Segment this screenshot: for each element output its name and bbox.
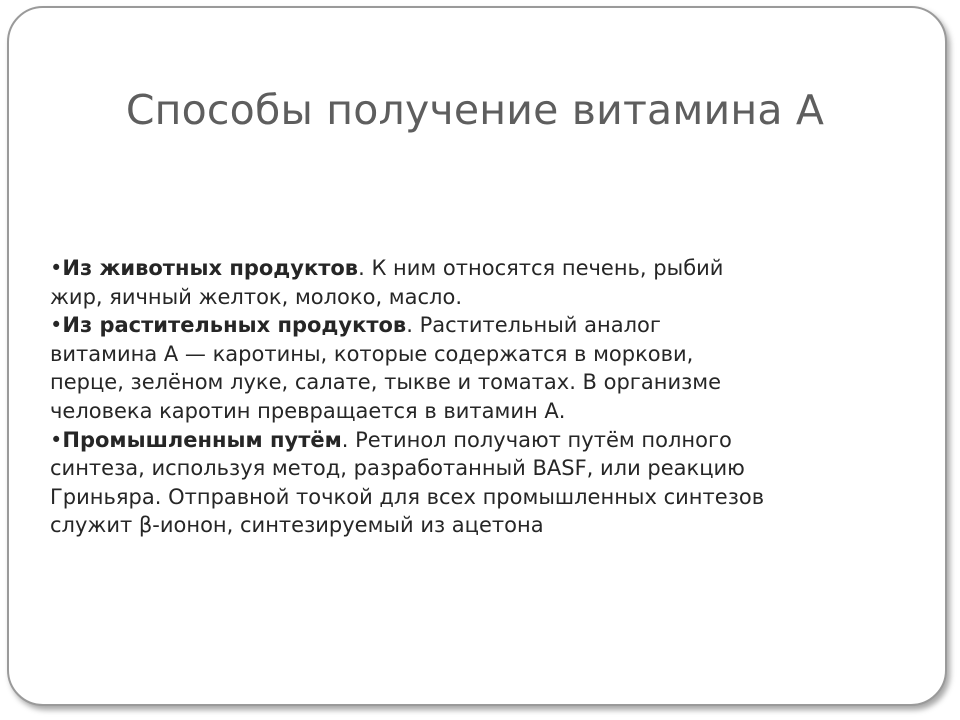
bullet-animal-products xyxy=(50,254,770,311)
bullet-industrial-method xyxy=(50,426,770,540)
bullet-mark: • xyxy=(50,256,63,280)
bullet-lead: Промышленным путём xyxy=(62,427,342,452)
bullet-lead: Из растительных продуктов xyxy=(62,313,407,338)
bullet-mark: • xyxy=(50,427,63,452)
bullet-mark: • xyxy=(50,313,63,338)
bullet-text: . Ретинол получают путём полного синтеза, используя метод, разработанный BASF, или реакцию Гриньяра. Отправной точкой для всех промышленных синтезов служит β-ионон, синтезируемый из ацетона xyxy=(50,427,765,538)
bullet-text: . Растительный аналог витамина А — каротины, которые содержатся в моркови, перце, зелёном луке, салате, тыкве и томатах. В организме человека каротин превращается в витамин А. xyxy=(50,313,722,423)
bullet-plant-products xyxy=(50,311,770,425)
slide-title: Способы получение витамина А xyxy=(125,86,825,134)
bullet-text: . К ним относятся печень, рыбий жир, яичный желток, молоко, масло. xyxy=(50,256,724,309)
bullet-lead: Из животных продуктов xyxy=(62,256,359,280)
bullet-list xyxy=(50,254,770,540)
